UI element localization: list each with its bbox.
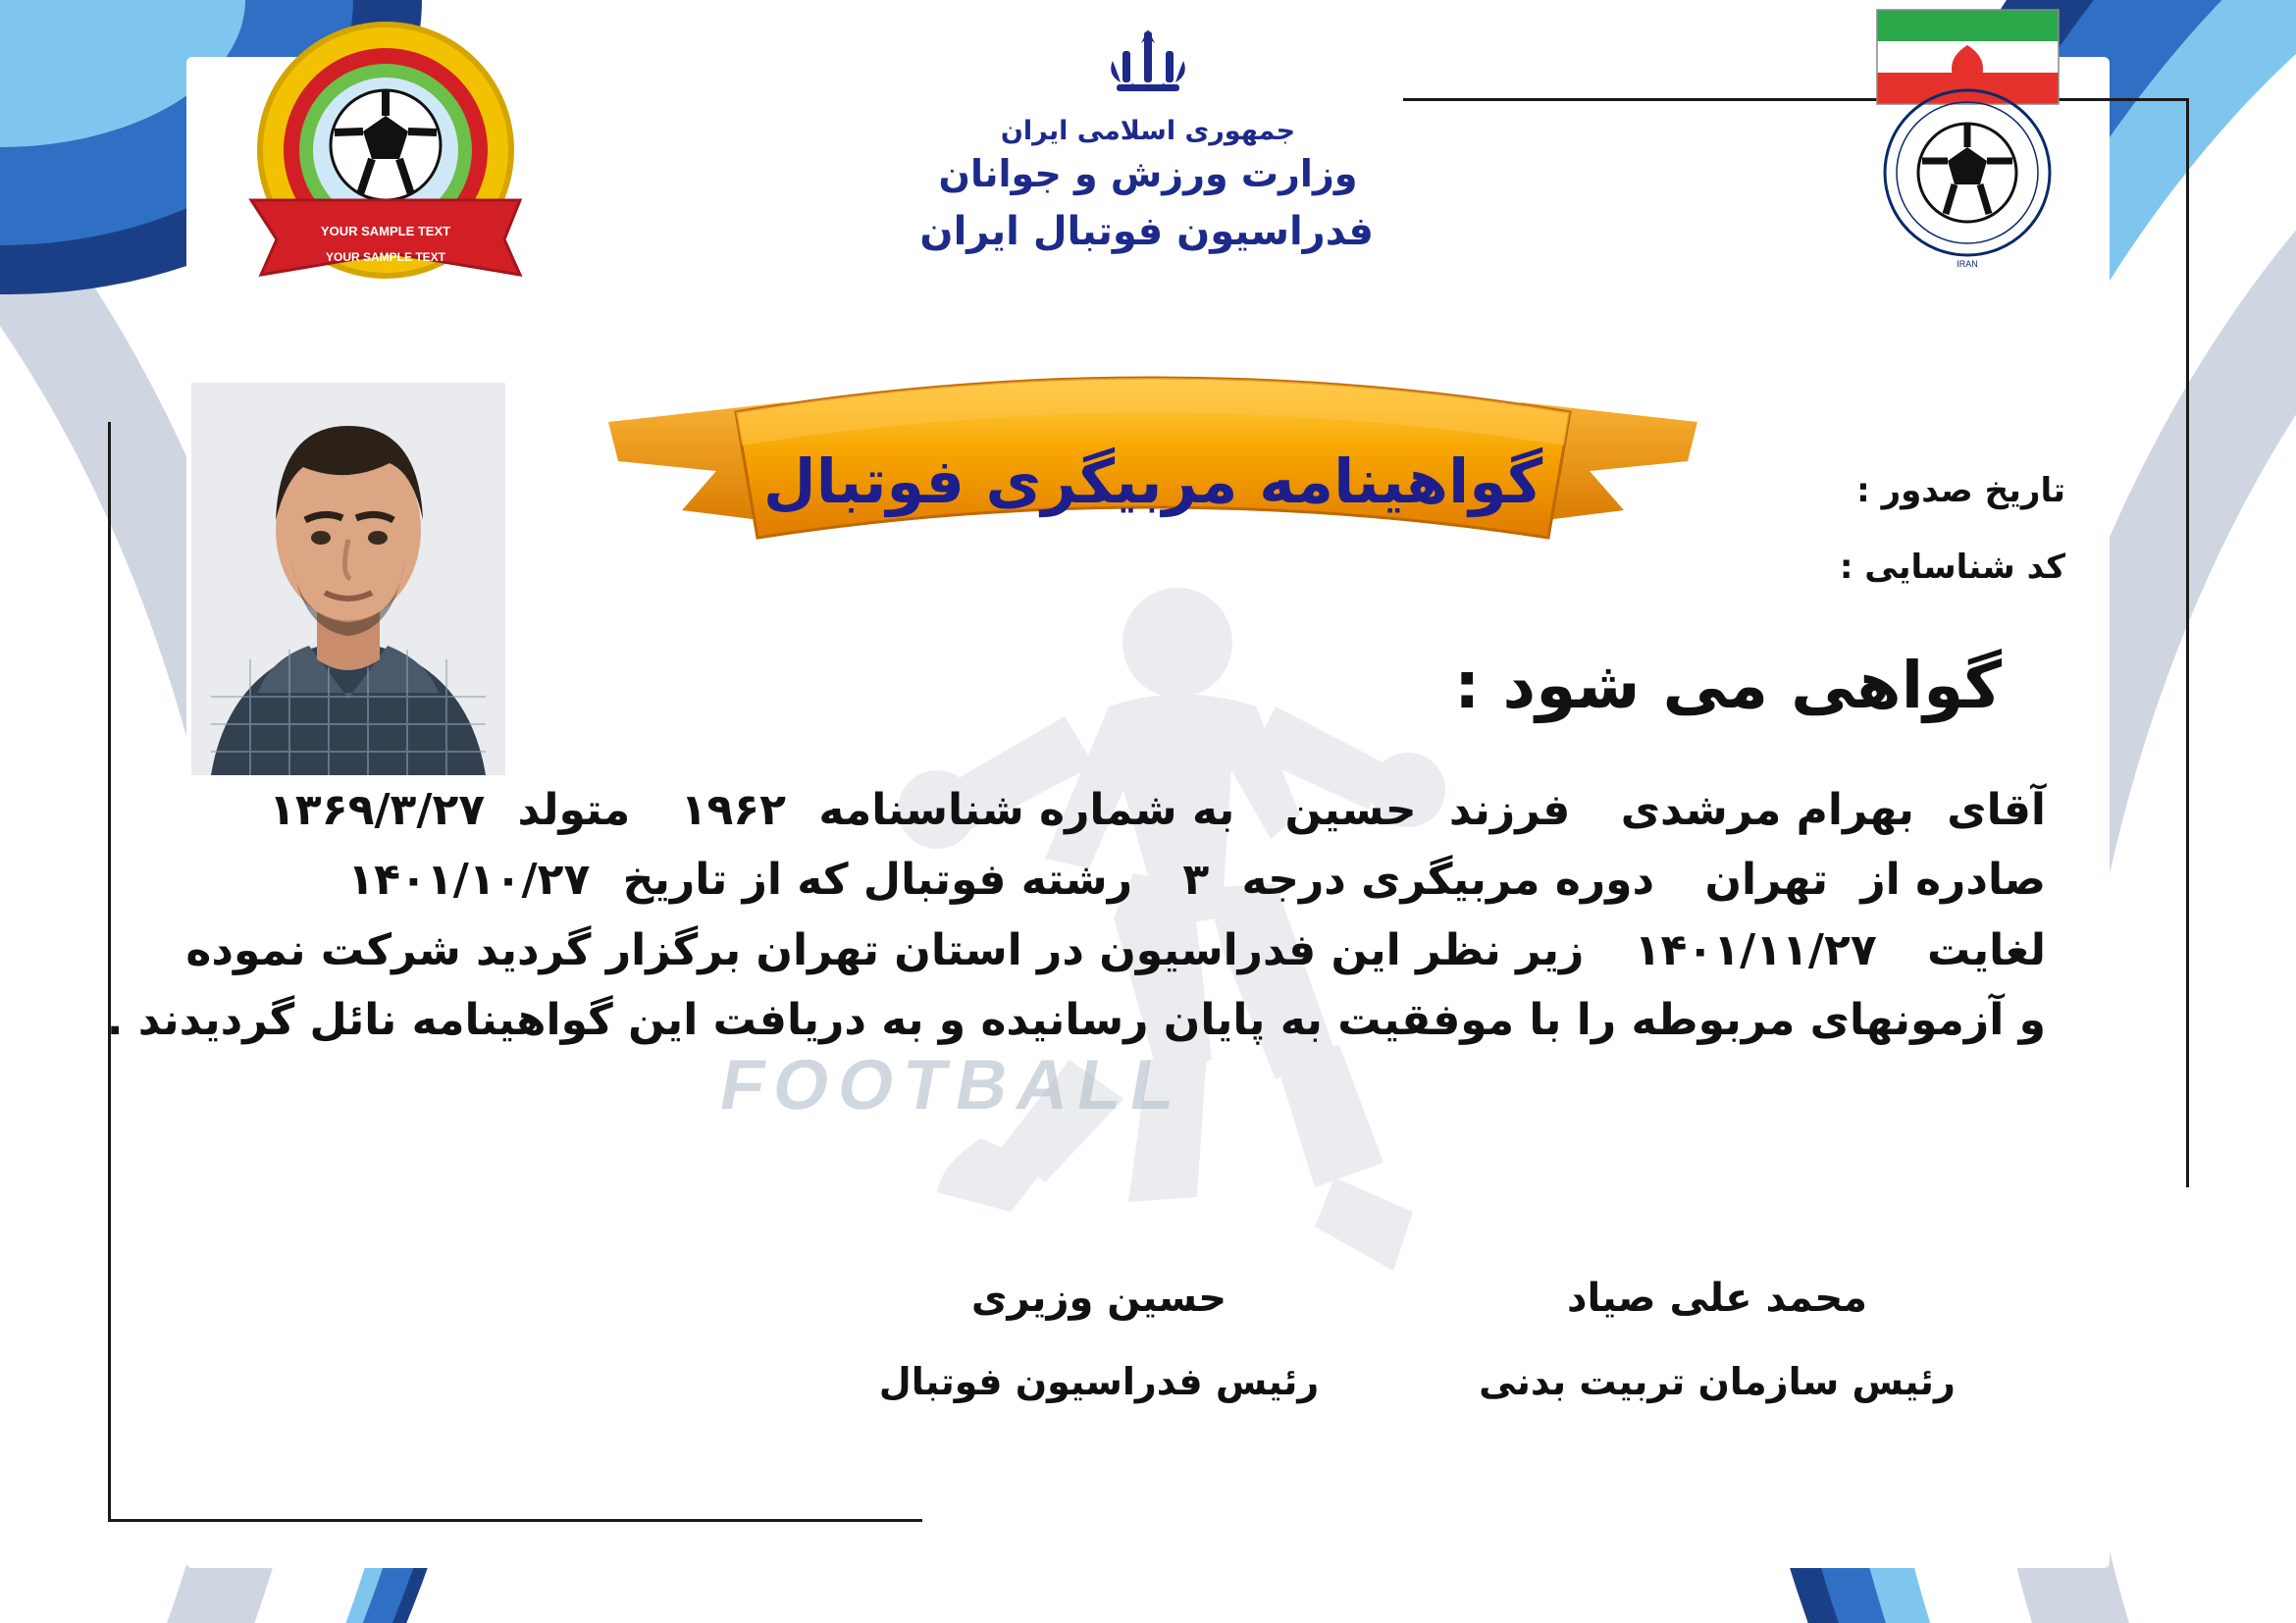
course-start-date: ۱۴۰۱/۱۰/۲۷ bbox=[347, 855, 591, 906]
body-line-1 bbox=[260, 775, 2046, 845]
certify-heading: گواهی می شود : bbox=[1453, 648, 2002, 723]
course-grade: ۳ bbox=[1182, 855, 1210, 906]
body-line-3-text: زیر نظر این فدراسیون در استان تهران برگزار گردید شرکت نموده bbox=[185, 924, 1585, 975]
father-name: حسین bbox=[1284, 785, 1417, 835]
signature-title-federation: رئیس فدراسیون فوتبال bbox=[878, 1360, 1320, 1403]
until-label: لغایت bbox=[1927, 924, 2046, 975]
signature-sports-org bbox=[1462, 1276, 1972, 1403]
course-label: دوره مربیگری درجه bbox=[1241, 855, 1655, 906]
federation-logo-icon bbox=[1820, 4, 2114, 269]
iran-national-emblem-icon bbox=[1103, 26, 1193, 108]
ministry-heading bbox=[919, 26, 1374, 254]
course-end-date: ۱۴۰۱/۱۱/۲۷ bbox=[1634, 924, 1877, 975]
svg-text:IRAN: IRAN bbox=[1957, 259, 1978, 269]
issued-from-city: تهران bbox=[1704, 855, 1829, 906]
svg-text:YOUR SAMPLE TEXT: YOUR SAMPLE TEXT bbox=[320, 224, 451, 238]
body-line-2 bbox=[260, 845, 2046, 915]
birth-date: ۱۳۶۹/۳/۲۷ bbox=[269, 785, 486, 835]
frame-left bbox=[108, 422, 111, 1521]
issue-date-field bbox=[1840, 471, 2065, 510]
id-number-value: ۱۹۶۲ bbox=[680, 785, 787, 835]
signature-federation bbox=[824, 1276, 1374, 1403]
issued-from-label: صادره از bbox=[1860, 855, 2046, 906]
ministry-line-1: جمهوری اسلامی ایران bbox=[1000, 116, 1296, 146]
signature-name-federation: حسین وزیری bbox=[970, 1276, 1227, 1321]
signature-name-sports-org: محمد علی صیاد bbox=[1566, 1276, 1867, 1321]
body-line-4: و آزمونهای مربوطه را با موفقیت به پایان رسانیده و به دریافت این گواهینامه نائل گردیدند . bbox=[106, 994, 2046, 1045]
id-number-label: به شماره شناسنامه bbox=[818, 785, 1235, 835]
meta-fields bbox=[1840, 471, 2065, 624]
title-ribbon bbox=[589, 363, 1717, 599]
watermark-text: FOOTBALL bbox=[713, 1046, 1191, 1125]
body-line-3 bbox=[185, 916, 2046, 985]
certificate-title: گواهینامه مربیگری فوتبال bbox=[762, 445, 1543, 517]
father-label: فرزند bbox=[1448, 785, 1571, 835]
id-code-label: کد شناسایی : bbox=[1839, 548, 2065, 587]
id-code-field bbox=[1840, 548, 2065, 587]
recipient-name: بهرام مرشدی bbox=[1620, 785, 1914, 835]
issue-date-label: تاریخ صدور : bbox=[1856, 471, 2065, 510]
sample-emblem-icon bbox=[224, 8, 548, 332]
honorific: آقای bbox=[1947, 785, 2046, 835]
certificate-body bbox=[106, 775, 2046, 1055]
applicant-photo bbox=[191, 383, 505, 775]
ministry-line-3: فدراسیون فوتبال ایران bbox=[919, 209, 1374, 254]
frame-right bbox=[2186, 98, 2189, 1187]
field-label: رشته فوتبال که از تاریخ bbox=[622, 855, 1133, 906]
svg-text:YOUR SAMPLE TEXT: YOUR SAMPLE TEXT bbox=[325, 250, 446, 264]
birth-label: متولد bbox=[517, 785, 631, 835]
signature-title-sports-org: رئیس سازمان تربیت بدنی bbox=[1479, 1360, 1956, 1403]
frame-bottom-left bbox=[108, 1519, 922, 1522]
ministry-line-2: وزارت ورزش و جوانان bbox=[938, 152, 1358, 195]
